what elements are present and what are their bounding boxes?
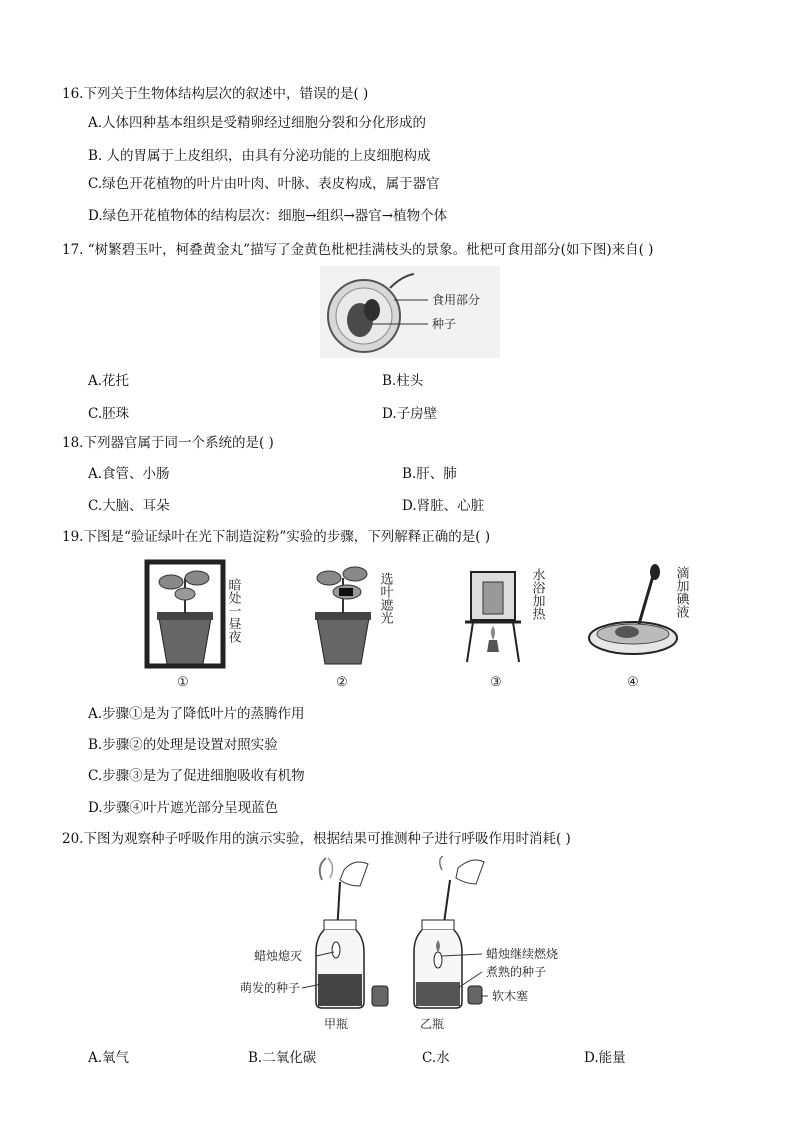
question-17-stem: 17. “树繁碧玉叶，柯叠黄金丸”描写了金黄色枇杷挂满枝头的景象。枇杷可食用部分(如下图)来自( )	[62, 242, 654, 258]
step-number-1: ①	[177, 675, 189, 690]
step-1-dark-box	[147, 562, 241, 666]
q19-option-a: A.步骤①是为了降低叶片的蒸腾作用	[88, 706, 305, 722]
q18-option-c: C.大脑、耳朵	[88, 498, 170, 514]
q17-option-d: D.子房壁	[382, 406, 438, 422]
step-2-label: 选叶遮光	[377, 572, 393, 624]
label-germinating-seeds: 萌发的种子	[240, 981, 301, 995]
q18-option-b: B.肝、肺	[402, 466, 457, 482]
label-jar-a: 甲瓶	[324, 1017, 349, 1031]
step-3-water-bath	[465, 567, 545, 662]
label-cooked-seeds: 煮熟的种子	[486, 965, 547, 979]
question-20-stem: 20.下图为观察种子呼吸作用的演示实验，根据结果可推测种子进行呼吸作用时消耗( )	[62, 831, 571, 847]
question-19-stem: 19.下图是“验证绿叶在光下制造淀粉”实验的步骤，下列解释正确的是( )	[62, 529, 491, 545]
q16-option-c: C.绿色开花植物的叶片由叶肉、叶脉、表皮构成，属于器官	[88, 176, 440, 192]
label-cork: 软木塞	[492, 989, 529, 1003]
figure-label-edible-part: 食用部分	[432, 293, 481, 307]
seed-respiration-figure	[236, 856, 588, 1036]
q19-option-b: B.步骤②的处理是设置对照实验	[88, 737, 278, 753]
figure-label-seed: 种子	[432, 317, 457, 331]
q18-option-a: A.食管、小肠	[88, 466, 170, 482]
label-jar-b: 乙瓶	[420, 1017, 445, 1031]
step-number-4: ④	[627, 675, 639, 690]
q19-option-c: C.步骤③是为了促进细胞吸收有机物	[88, 768, 305, 784]
q17-option-b: B.柱头	[382, 373, 424, 389]
q20-option-a: A.氧气	[88, 1050, 130, 1066]
step-2-leaf-shading	[315, 567, 393, 664]
loquat-figure	[320, 266, 500, 358]
q20-option-b: B.二氧化碳	[248, 1050, 317, 1066]
label-candle-burning: 蜡烛继续燃烧	[486, 947, 559, 961]
step-1-label: 暗处一昼夜	[225, 578, 241, 643]
q16-option-a: A.人体四种基本组织是受精卵经过细胞分裂和分化形成的	[88, 115, 427, 131]
q16-option-b: B. 人的胃属于上皮组织，由具有分泌功能的上皮细胞构成	[88, 148, 431, 164]
step-4-iodine	[589, 564, 689, 654]
q18-option-d: D.肾脏、心脏	[402, 498, 485, 514]
question-18-stem: 18.下列器官属于同一个系统的是( )	[62, 435, 274, 451]
q17-option-c: C.胚珠	[88, 406, 130, 422]
step-3-label: 水浴加热	[529, 568, 545, 620]
label-candle-out: 蜡烛熄灭	[254, 949, 303, 963]
question-16-stem: 16.下列关于生物体结构层次的叙述中，错误的是( )	[62, 86, 369, 102]
q17-option-a: A.花托	[88, 373, 130, 389]
q16-option-d: D.绿色开花植物体的结构层次：细胞→组织→器官→植物个体	[88, 208, 448, 224]
q19-option-d: D.步骤④叶片遮光部分呈现蓝色	[88, 800, 279, 816]
step-number-2: ②	[336, 675, 348, 690]
q20-option-d: D.能量	[584, 1050, 626, 1066]
step-4-label: 滴加碘液	[673, 566, 689, 618]
starch-experiment-figure	[133, 552, 697, 692]
q20-option-c: C.水	[422, 1050, 450, 1066]
step-number-3: ③	[490, 675, 502, 690]
